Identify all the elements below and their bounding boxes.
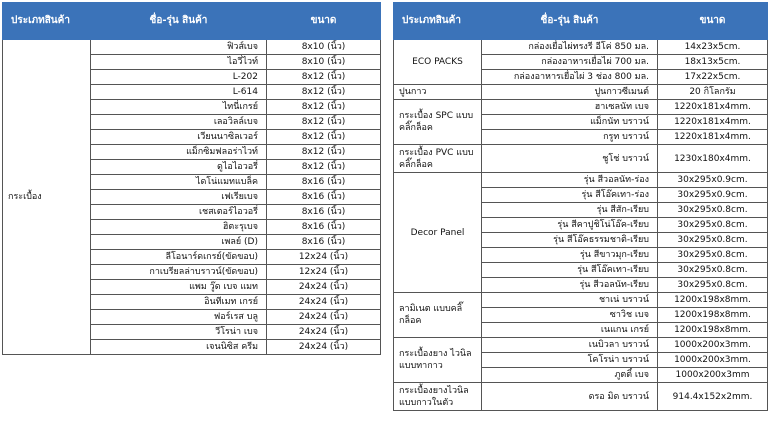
product-size-cell: 8x10 (นิ้ว) (267, 40, 381, 55)
product-name-cell: เลอวิลล์เบจ (91, 115, 267, 130)
product-size-cell: 30x295x0.8cm. (658, 248, 768, 263)
category-cell: กระเบื้อง (3, 40, 91, 355)
product-name-cell: รุ่น สีสัก-เรียบ (482, 203, 658, 218)
product-name-cell: อินทีเมท เกรย์ (91, 295, 267, 310)
category-cell: กระเบื้องยางไวนิล แบบกาวในตัว (394, 383, 482, 411)
product-size-cell: 30x295x0.9cm. (658, 188, 768, 203)
product-size-cell: 1200x198x8mm. (658, 293, 768, 308)
product-name-cell: โคโรน่า บราวน์ (482, 353, 658, 368)
product-size-cell: 8x10 (นิ้ว) (267, 55, 381, 70)
product-size-cell: 1220x181x4mm. (658, 130, 768, 145)
table-row (394, 293, 768, 308)
product-size-cell: 30x295x0.8cm. (658, 278, 768, 293)
product-size-cell: 24x24 (นิ้ว) (267, 340, 381, 355)
product-name-cell: L-614 (91, 85, 267, 100)
product-size-cell: 1000x200x3mm (658, 368, 768, 383)
header-category: ประเภทสินค้า (394, 3, 482, 40)
product-name-cell: ฟิวส์เบจ (91, 40, 267, 55)
product-size-cell: 8x16 (นิ้ว) (267, 235, 381, 250)
product-size-cell: 17x22x5cm. (658, 70, 768, 85)
product-name-cell: รุ่น สีโอ๊คธรรมชาติ-เรียบ (482, 233, 658, 248)
table-header-row (394, 3, 768, 40)
category-cell: กระเบื้อง PVC แบบคลิ๊กล็อค (394, 145, 482, 173)
table-row (394, 100, 768, 115)
product-size-cell: 1000x200x3mm. (658, 353, 768, 368)
product-name-cell: ปูนกาวซีเมนต์ (482, 85, 658, 100)
product-size-cell: 18x13x5cm. (658, 55, 768, 70)
product-name-cell: แม็กนัท บราวน์ (482, 115, 658, 130)
product-size-cell: 8x12 (นิ้ว) (267, 70, 381, 85)
product-size-cell: 8x16 (นิ้ว) (267, 220, 381, 235)
product-name-cell: แม็กซิมฟลอร่าไวท์ (91, 145, 267, 160)
product-size-cell: 24x24 (นิ้ว) (267, 310, 381, 325)
header-size: ขนาด (267, 3, 381, 40)
product-size-cell: 1000x200x3mm. (658, 338, 768, 353)
product-size-cell: 8x12 (นิ้ว) (267, 85, 381, 100)
table-header-row (3, 3, 381, 40)
product-name-cell: ไอวี่ไวท์ (91, 55, 267, 70)
header-size: ขนาด (658, 3, 768, 40)
table-row (394, 85, 768, 100)
table-row (394, 338, 768, 353)
product-name-cell: เนบิวลา บราวน์ (482, 338, 658, 353)
product-name-cell: ชูโช่ บราวน์ (482, 145, 658, 173)
product-name-cell: รุ่น สีขาวมุก-เรียบ (482, 248, 658, 263)
product-name-cell: กล่องอาหารเยื่อไผ่ 3 ช่อง 800 มล. (482, 70, 658, 85)
product-name-cell: รุ่น สีวอลนัท-ร่อง (482, 173, 658, 188)
product-name-cell: เจนนิซิส ครีม (91, 340, 267, 355)
product-name-cell: กล่องเยื่อไผ่ทรงรี อีโค่ 850 มล. (482, 40, 658, 55)
product-size-cell: 8x16 (นิ้ว) (267, 190, 381, 205)
product-name-cell: ฮิตะรุเบจ (91, 220, 267, 235)
product-name-cell: เฟเรียเบจ (91, 190, 267, 205)
category-cell: กระเบื้องยาง ไวนิล แบบทากาว (394, 338, 482, 383)
product-size-cell: 914.4x152x2mm. (658, 383, 768, 411)
product-name-cell: กาเบรียลล่าบราวน์(ขัดขอบ) (91, 265, 267, 280)
product-name-cell: ไดโน่แมทแบล็ค (91, 175, 267, 190)
product-size-cell: 1200x198x8mm. (658, 323, 768, 338)
product-name-cell: ฮาเซลนัท เบจ (482, 100, 658, 115)
product-name-cell: เพลย์ (D) (91, 235, 267, 250)
product-name-cell: วีโรน่า เบจ (91, 325, 267, 340)
product-size-cell: 8x12 (นิ้ว) (267, 100, 381, 115)
product-size-cell: 24x24 (นิ้ว) (267, 280, 381, 295)
product-size-cell: 1230x180x4mm. (658, 145, 768, 173)
product-name-cell: ดูไอไอวอรี่ (91, 160, 267, 175)
header-category: ประเภทสินค้า (3, 3, 91, 40)
product-name-cell: รุ่น สีโอ๊คเทา-เรียบ (482, 263, 658, 278)
product-size-cell: 30x295x0.8cm. (658, 263, 768, 278)
product-size-cell: 1220x181x4mm. (658, 100, 768, 115)
product-size-cell: 14x23x5cm. (658, 40, 768, 55)
product-size-cell: 8x16 (นิ้ว) (267, 205, 381, 220)
table-row (394, 383, 768, 411)
product-size-cell: 30x295x0.8cm. (658, 233, 768, 248)
product-size-cell: 8x16 (นิ้ว) (267, 175, 381, 190)
product-name-cell: รุ่น สีโอ๊คเทา-ร่อง (482, 188, 658, 203)
table-row (394, 173, 768, 188)
category-cell: กระเบื้อง SPC แบบคลิ๊กล็อค (394, 100, 482, 145)
product-size-cell: 12x24 (นิ้ว) (267, 250, 381, 265)
product-name-cell: ฟอร์เรส บลู (91, 310, 267, 325)
product-size-cell: 1220x181x4mm. (658, 115, 768, 130)
product-size-cell: 8x12 (นิ้ว) (267, 160, 381, 175)
product-name-cell: เชสเตอร์ไอวอรี่ (91, 205, 267, 220)
product-size-cell: 30x295x0.9cm. (658, 173, 768, 188)
table-row (3, 40, 381, 55)
header-product: ชื่อ-รุ่น สินค้า (91, 3, 267, 40)
product-size-cell: 20 กิโลกรัม (658, 85, 768, 100)
product-name-cell: เวียนนาซิลเวอร์ (91, 130, 267, 145)
product-name-cell: ดรอ มิด บราวน์ (482, 383, 658, 411)
product-name-cell: ลีโอนาร์ดเกรย์(ขัดขอบ) (91, 250, 267, 265)
product-size-cell: 1200x198x8mm. (658, 308, 768, 323)
product-name-cell: ชาเน่ บราวน์ (482, 293, 658, 308)
product-size-cell: 12x24 (นิ้ว) (267, 265, 381, 280)
table-row (394, 40, 768, 55)
product-size-cell: 30x295x0.8cm. (658, 203, 768, 218)
product-name-cell: รุ่น สีวอลนัท-เรียบ (482, 278, 658, 293)
category-cell: ลามิเนต แบบคลิ๊กล็อค (394, 293, 482, 338)
product-name-cell: รุ่น สีคาปูชิโน่โอ๊ค-เรียบ (482, 218, 658, 233)
table-row (394, 145, 768, 173)
product-name-cell: เนแกน เกรย์ (482, 323, 658, 338)
product-name-cell: ภูตติ์ เบจ (482, 368, 658, 383)
category-cell: ปูนกาว (394, 85, 482, 100)
right-product-table (393, 2, 768, 411)
category-cell: ECO PACKS (394, 40, 482, 85)
header-product: ชื่อ-รุ่น สินค้า (482, 3, 658, 40)
product-name-cell: กรูท บราวน์ (482, 130, 658, 145)
product-size-cell: 8x12 (นิ้ว) (267, 115, 381, 130)
product-size-cell: 30x295x0.8cm. (658, 218, 768, 233)
product-name-cell: แพม วู๊ด เบจ แมท (91, 280, 267, 295)
product-size-cell: 8x12 (นิ้ว) (267, 130, 381, 145)
product-size-cell: 24x24 (นิ้ว) (267, 295, 381, 310)
product-name-cell: ซาวิช เบจ (482, 308, 658, 323)
left-product-table (2, 2, 381, 355)
product-name-cell: ไทนี่เกรย์ (91, 100, 267, 115)
product-name-cell: กล่องอาหารเยื่อไผ่ 700 มล. (482, 55, 658, 70)
product-size-cell: 8x12 (นิ้ว) (267, 145, 381, 160)
category-cell: Decor Panel (394, 173, 482, 293)
product-size-cell: 24x24 (นิ้ว) (267, 325, 381, 340)
product-name-cell: L-202 (91, 70, 267, 85)
